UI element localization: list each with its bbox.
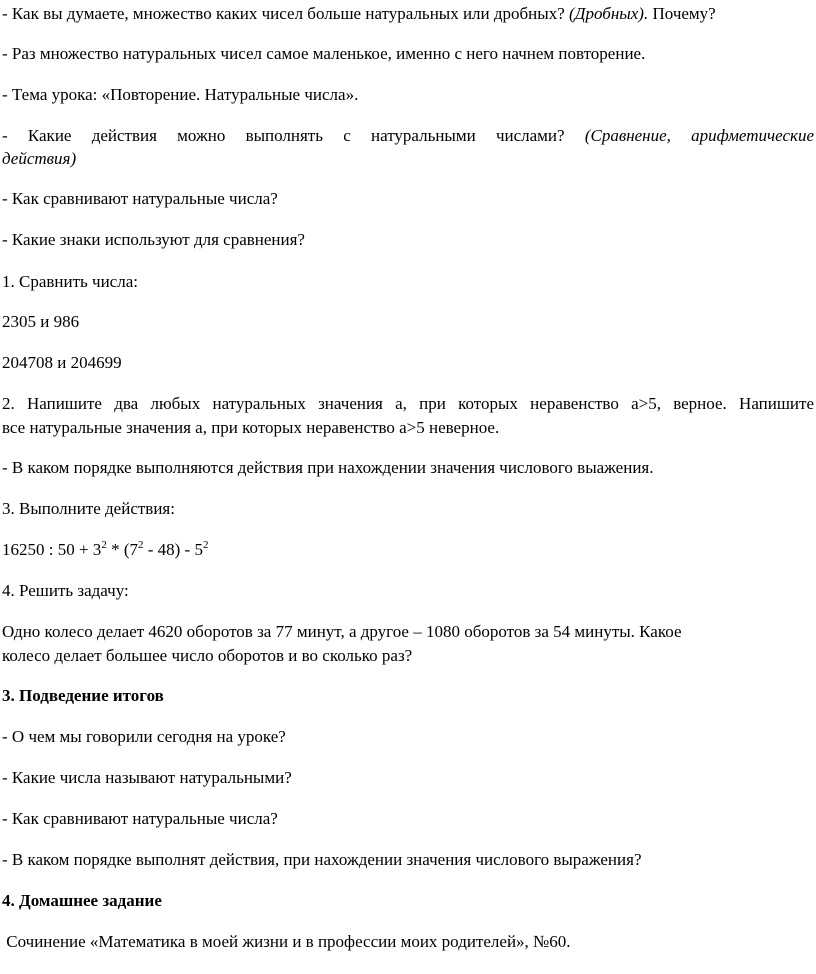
expr-part: * (7 (106, 540, 138, 559)
answer-italic: (Дробных). (569, 4, 649, 23)
question-order: - В каком порядке выполняются действия при нахождении значения числового выажения. (2, 458, 654, 477)
expr-exponent: 2 (202, 539, 209, 551)
question-operations (2, 126, 814, 146)
expr-part: - 48) - 5 (143, 540, 203, 559)
task-2-line-2: все натуральные значения а, при которых неравенство а>5 неверное. (2, 418, 500, 437)
section-heading-text: 3. Подведение итогов (2, 686, 164, 705)
question-operations-cont (2, 149, 76, 169)
question-text: - Какие действия можно выполнять с натуральными числами? (2, 126, 585, 145)
summary-question-1: - О чем мы говорили сегодня на уроке? (2, 727, 286, 746)
task-1-pair-1: 2305 и 986 (2, 312, 80, 331)
task-4-line-1: Одно колесо делает 4620 оборотов за 77 минут, а другое – 1080 оборотов за 54 минуты. Какое (2, 622, 682, 641)
section-heading-text: 4. Домашнее задание (2, 891, 162, 910)
summary-question-3: - Как сравнивают натуральные числа? (2, 809, 278, 828)
question-signs: - Какие знаки используют для сравнения? (2, 230, 305, 249)
answer-italic: (Сравнение, арифметические (584, 126, 814, 145)
question-compare: - Как сравнивают натуральные числа? (2, 189, 278, 208)
task-1-pair-2: 204708 и 204699 (2, 353, 122, 372)
task-2-line-1: 2. Напишите два любых натуральных значения а, при которых неравенство а>5, верное. Напишите (2, 394, 814, 413)
question-text: - Как вы думаете, множество каких чисел больше натуральных или дробных? (2, 4, 570, 23)
section-4-heading (2, 891, 162, 911)
expr-part: 16250 : 50 + 3 (2, 540, 102, 559)
statement-start-review: - Раз множество натуральных чисел самое маленькое, именно с него начнем повторение. (2, 44, 646, 63)
expr-exponent: 2 (137, 539, 144, 551)
section-3-heading (2, 686, 164, 706)
summary-question-2: - Какие числа называют натуральными? (2, 768, 292, 787)
summary-question-4: - В каком порядке выполнят действия, при нахождении значения числового выражения? (2, 850, 642, 869)
task-3-expression (2, 540, 208, 560)
task-4-line-2: колесо делает большее число оборотов и во сколько раз? (2, 646, 413, 665)
expr-exponent: 2 (101, 539, 107, 551)
question-text-tail: Почему? (648, 4, 716, 23)
homework-text: Сочинение «Математика в моей жизни и в профессии моих родителей», №60. (2, 932, 571, 951)
lesson-topic: - Тема урока: «Повторение. Натуральные числа». (2, 85, 359, 104)
task-4-title: 4. Решить задачу: (2, 581, 129, 600)
task-1-title: 1. Сравнить числа: (2, 272, 138, 291)
task-3-title: 3. Выполните действия: (2, 499, 175, 518)
question-sets-size (2, 4, 716, 24)
answer-italic-cont: действия) (2, 149, 77, 168)
